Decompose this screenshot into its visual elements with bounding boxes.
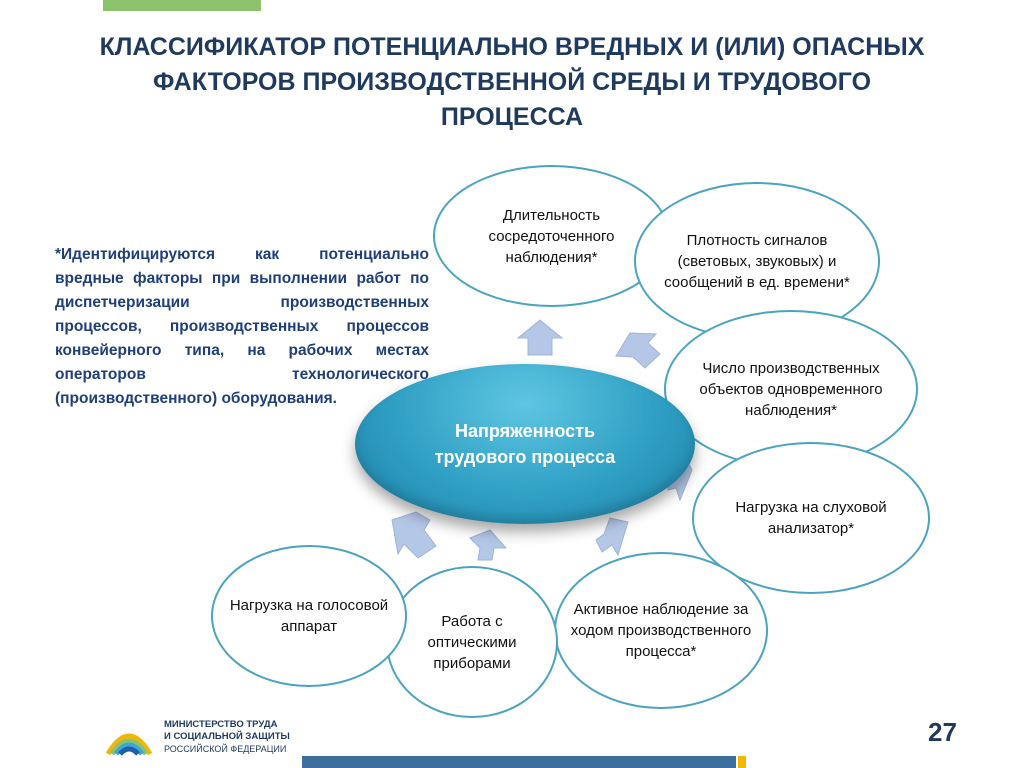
- ministry-name: [164, 719, 324, 755]
- node-auditory-load: Нагрузка на слуховой анализатор*: [692, 442, 930, 594]
- footnote-text: *Идентифицируются как потенциально вредные факторы при выполнении работ по диспетчеризации производственных процессов, производственных процессов конвейерного типа, на рабочих местах операторов технологического (производственного) оборудования.: [55, 246, 429, 407]
- ministry-line-2: И СОЦИАЛЬНОЙ ЗАЩИТЫ: [164, 731, 290, 742]
- node-active-observation: Активное наблюдение за ходом производственного процесса*: [554, 552, 768, 709]
- node-voice-load: Нагрузка на голосовой аппарат: [211, 545, 407, 687]
- node-signal-density: Плотность сигналов (световых, звуковых) и сообщений в ед. времени*: [634, 182, 880, 340]
- arrow-icon: [616, 333, 660, 368]
- page-number: 27: [928, 717, 957, 747]
- node-optical-instruments: Работа с оптическими приборами: [386, 566, 558, 718]
- arrow-icon: [596, 518, 628, 555]
- page-title: КЛАССИФИКАТОР ПОТЕНЦИАЛЬНО ВРЕДНЫХ И (ИЛИ) ОПАСНЫХ ФАКТОРОВ ПРОИЗВОДСТВЕННОЙ СРЕДЫ И ТРУДОВОГО ПРОЦЕССА: [99, 33, 925, 131]
- arrow-icon: [470, 530, 506, 560]
- arrow-icon: [518, 320, 562, 355]
- ministry-line-1: МИНИСТЕРСТВО ТРУДА: [164, 719, 278, 730]
- node-simultaneous-objects: Число производственных объектов одновременного наблюдения*: [664, 310, 918, 468]
- center-node: Напряженность трудового процесса: [355, 364, 695, 524]
- ministry-line-3: РОССИЙСКОЙ ФЕДЕРАЦИИ: [164, 744, 287, 754]
- bottom-accent-bar: [738, 756, 746, 768]
- arrow-icon: [392, 512, 436, 558]
- node-sustained-observation: Длительность сосредоточенного наблюдения*: [433, 165, 670, 307]
- ministry-logo-icon: [106, 714, 152, 762]
- bottom-bar: [302, 756, 736, 768]
